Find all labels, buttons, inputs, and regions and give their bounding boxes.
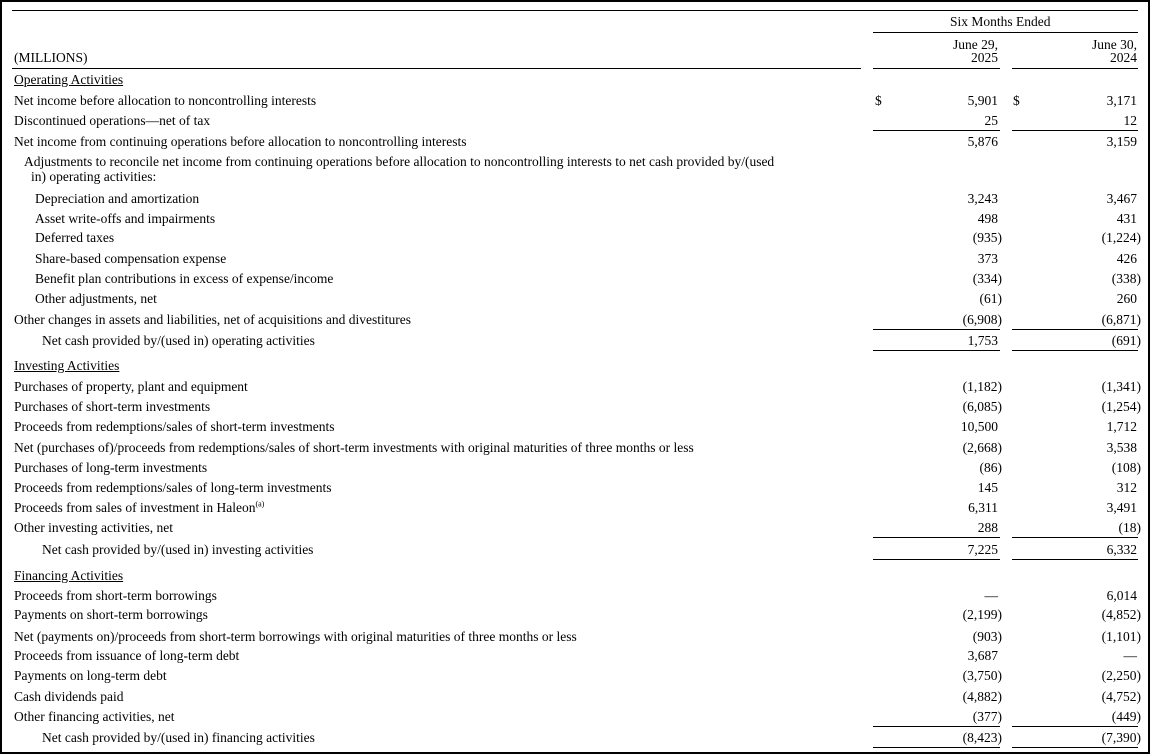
value-col2: (108) xyxy=(1111,460,1141,475)
value-col1: 3,687 xyxy=(967,648,998,663)
value-col1: (8,423) xyxy=(962,730,1002,745)
col2-header-line2: 2024 xyxy=(1110,50,1137,65)
value-col2: 3,467 xyxy=(1106,191,1137,206)
top-rule xyxy=(12,10,1138,11)
subtotal-rule-col1 xyxy=(873,130,1000,131)
row-label: Net cash provided by/(used in) operating activities xyxy=(42,333,315,348)
header-rule-col1 xyxy=(873,68,1000,69)
row-label: Proceeds from redemptions/sales of long-term investments xyxy=(14,480,332,495)
row-label: Proceeds from issuance of long-term debt xyxy=(14,648,240,663)
value-col2: (4,852) xyxy=(1101,607,1141,622)
value-col1: (6,085) xyxy=(962,399,1002,414)
value-col2: (1,101) xyxy=(1101,629,1141,644)
subtotal-rule-col2 xyxy=(1012,329,1138,330)
value-col2: 3,491 xyxy=(1106,500,1137,515)
footnote-marker: (a) xyxy=(255,499,265,509)
row-label: Net (payments on)/proceeds from short-term borrowings with original maturities of three months or less xyxy=(14,629,577,644)
value-col1: (935) xyxy=(972,230,1002,245)
row-label: Benefit plan contributions in excess of expense/income xyxy=(35,271,334,286)
value-col2: 426 xyxy=(1116,251,1137,266)
section-title-financing: Financing Activities xyxy=(14,568,124,583)
row-label: Other investing activities, net xyxy=(14,520,173,535)
units-label: (MILLIONS) xyxy=(14,50,88,65)
total-rule-col2 xyxy=(1012,350,1138,351)
row-label: Proceeds from redemptions/sales of short-term investments xyxy=(14,419,335,434)
value-col2: (338) xyxy=(1111,271,1141,286)
row-label: Asset write-offs and impairments xyxy=(35,211,216,226)
row-label: Purchases of short-term investments xyxy=(14,399,211,414)
period-title: Six Months Ended xyxy=(950,14,1051,29)
row-label: Net income from continuing operations before allocation to noncontrolling interests xyxy=(14,134,467,149)
adjustments-heading-line1: Adjustments to reconcile net income from continuing operations before allocation to noncontrolling interests to net cash provided by/(used xyxy=(24,154,775,169)
value-col2: — xyxy=(1123,648,1137,663)
row-label: Payments on long-term debt xyxy=(14,668,167,683)
value-col1: (1,182) xyxy=(962,379,1002,394)
row-label-text: Proceeds from sales of investment in Haleon xyxy=(14,500,256,515)
subtotal-rule-col2 xyxy=(1012,537,1138,538)
subtotal-rule-col1 xyxy=(873,726,1000,727)
col1-header-line1: June 29, xyxy=(953,37,998,52)
row-label: Purchases of property, plant and equipment xyxy=(14,379,248,394)
value-col1: 5,901 xyxy=(967,93,998,108)
header-rule-label xyxy=(12,68,861,69)
value-col1: (2,199) xyxy=(962,607,1002,622)
value-col2: 3,159 xyxy=(1106,134,1137,149)
value-col2: 12 xyxy=(1123,113,1137,128)
value-col1: (61) xyxy=(979,291,1002,306)
total-rule-col1 xyxy=(873,559,1000,560)
value-col1: 288 xyxy=(977,520,998,535)
value-col2: 431 xyxy=(1116,211,1137,226)
col1-header xyxy=(902,38,998,64)
value-col1: 25 xyxy=(984,113,998,128)
total-rule-col2 xyxy=(1012,747,1138,748)
row-label: Other changes in assets and liabilities, net of acquisitions and divestitures xyxy=(14,312,412,327)
section-title-investing: Investing Activities xyxy=(14,358,120,373)
row-label: Deferred taxes xyxy=(35,230,115,245)
header-rule-col2 xyxy=(1012,68,1138,69)
value-col2: (449) xyxy=(1111,709,1141,724)
value-col1: (2,668) xyxy=(962,440,1002,455)
value-col2: 3,538 xyxy=(1106,440,1137,455)
total-rule-col1 xyxy=(873,747,1000,748)
total-rule-col2 xyxy=(1012,559,1138,560)
currency-symbol: $ xyxy=(875,93,882,108)
currency-symbol: $ xyxy=(1013,93,1020,108)
value-col1: — xyxy=(984,588,998,603)
row-label: Purchases of long-term investments xyxy=(14,460,208,475)
value-col2: (691) xyxy=(1111,333,1141,348)
subtotal-rule-col2 xyxy=(1012,130,1138,131)
row-label: Cash dividends paid xyxy=(14,689,124,704)
subtotal-rule-col1 xyxy=(873,329,1000,330)
value-col2: 6,014 xyxy=(1106,588,1137,603)
value-col2: (2,250) xyxy=(1101,668,1141,683)
value-col1: (3,750) xyxy=(962,668,1002,683)
value-col2: 260 xyxy=(1116,291,1137,306)
value-col1: 1,753 xyxy=(967,333,998,348)
row-label xyxy=(14,500,264,516)
value-col2: (18) xyxy=(1118,520,1141,535)
value-col1: (6,908) xyxy=(962,312,1002,327)
row-label: Share-based compensation expense xyxy=(35,251,227,266)
row-label: Net cash provided by/(used in) investing activities xyxy=(42,542,314,557)
value-col1: (86) xyxy=(979,460,1002,475)
col1-header-line2: 2025 xyxy=(971,50,998,65)
col2-header-line1: June 30, xyxy=(1092,37,1137,52)
value-col1: (903) xyxy=(972,629,1002,644)
value-col2: (4,752) xyxy=(1101,689,1141,704)
value-col1: 10,500 xyxy=(960,419,998,434)
value-col1: 3,243 xyxy=(967,191,998,206)
value-col1: 145 xyxy=(977,480,998,495)
row-label: Other adjustments, net xyxy=(35,291,157,306)
value-col1: 5,876 xyxy=(967,134,998,149)
value-col2: (1,341) xyxy=(1101,379,1141,394)
value-col2: 1,712 xyxy=(1106,419,1137,434)
value-col2: (1,224) xyxy=(1101,230,1141,245)
value-col2: 3,171 xyxy=(1106,93,1137,108)
value-col2: (7,390) xyxy=(1101,730,1141,745)
col2-header xyxy=(1042,38,1137,64)
row-label: Net income before allocation to noncontrolling interests xyxy=(14,93,317,108)
section-title-operating: Operating Activities xyxy=(14,72,124,87)
row-label: Payments on short-term borrowings xyxy=(14,607,208,622)
row-label: Discontinued operations—net of tax xyxy=(14,113,211,128)
value-col1: 6,311 xyxy=(968,500,998,515)
total-rule-col1 xyxy=(873,350,1000,351)
value-col2: 312 xyxy=(1116,480,1137,495)
row-label: Net cash provided by/(used in) financing activities xyxy=(42,730,315,745)
row-label: Depreciation and amortization xyxy=(35,191,200,206)
value-col2: 6,332 xyxy=(1106,542,1137,557)
value-col1: 7,225 xyxy=(967,542,998,557)
row-label: Other financing activities, net xyxy=(14,709,175,724)
adjustments-heading-line2: in) operating activities: xyxy=(31,169,157,184)
row-label: Net (purchases of)/proceeds from redemptions/sales of short-term investments with original maturities of three months or less xyxy=(14,440,694,455)
value-col2: (1,254) xyxy=(1101,399,1141,414)
value-col1: (377) xyxy=(972,709,1002,724)
adjustments-heading xyxy=(24,154,774,184)
subtotal-rule-col2 xyxy=(1012,726,1138,727)
subtotal-rule-col1 xyxy=(873,537,1000,538)
row-label: Proceeds from short-term borrowings xyxy=(14,588,217,603)
value-col1: 373 xyxy=(977,251,998,266)
period-rule xyxy=(873,32,1138,33)
value-col1: 498 xyxy=(977,211,998,226)
value-col2: (6,871) xyxy=(1101,312,1141,327)
value-col1: (334) xyxy=(972,271,1002,286)
value-col1: (4,882) xyxy=(962,689,1002,704)
